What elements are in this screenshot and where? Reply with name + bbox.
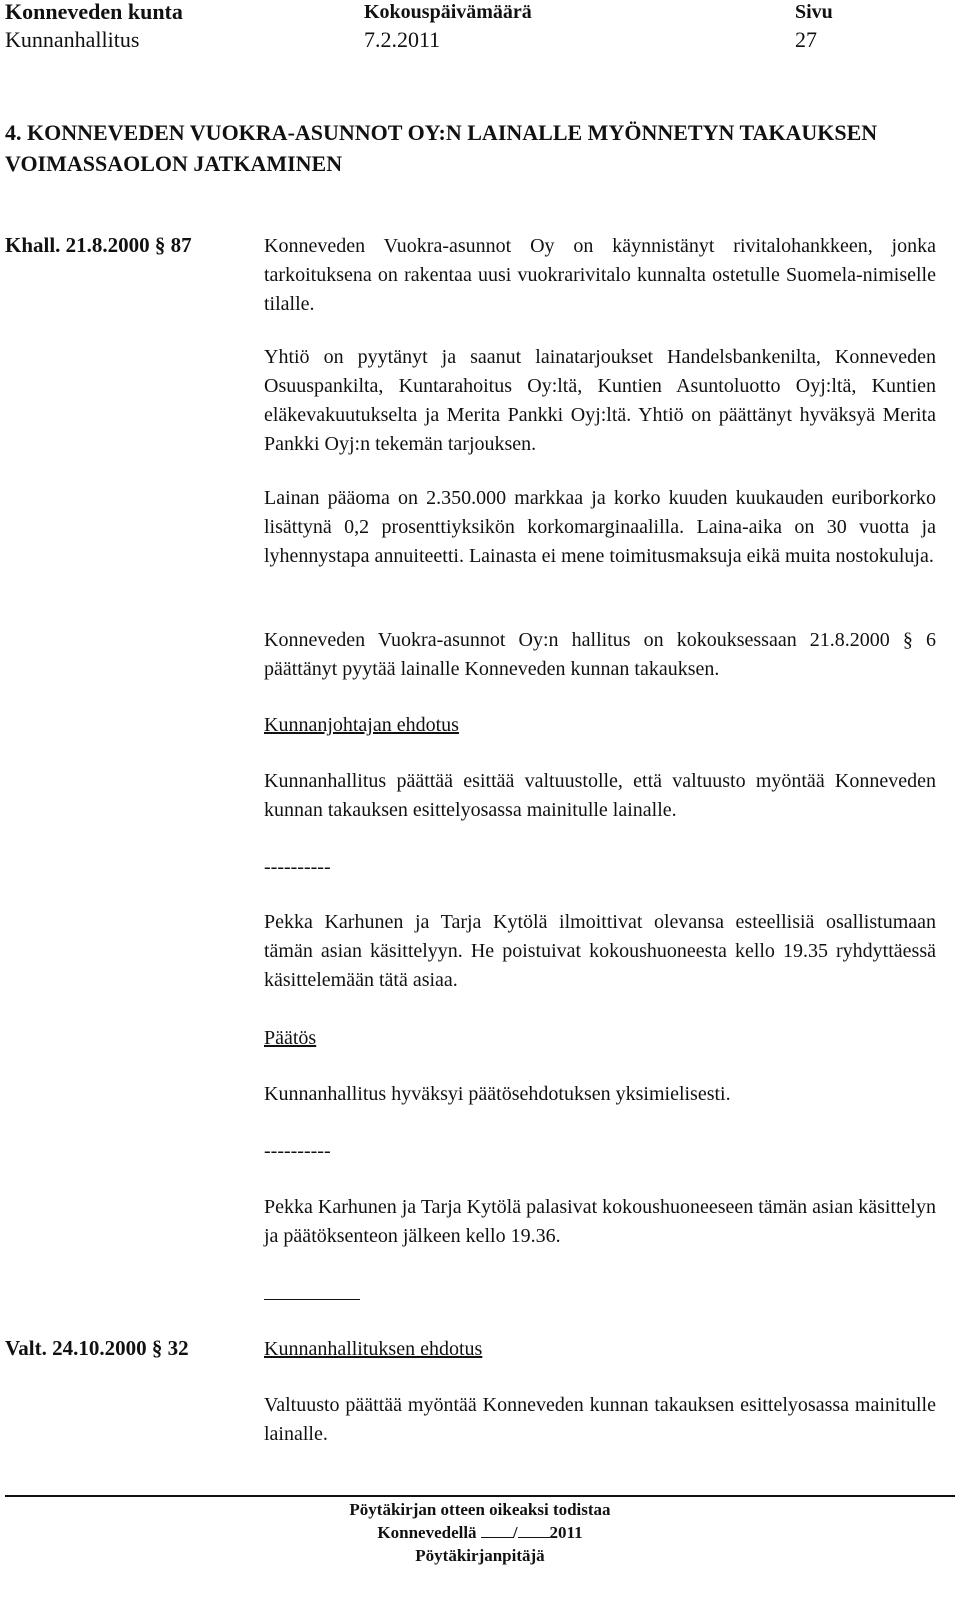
year: 2011 (549, 1523, 583, 1542)
secretary-label: Pöytäkirjanpitäjä (415, 1546, 545, 1565)
month-blank (518, 1523, 550, 1538)
date-slash: / (512, 1523, 518, 1542)
paragraph-project (264, 232, 936, 319)
body-name: Kunnanhallitus (5, 27, 140, 52)
paragraph-text: Lainan pääoma on 2.350.000 markkaa ja korko kuuden kuukauden euriborkorko lisättynä 0,2 prosenttiyksikön korkomarginaalilla. Laina-aika on 30 vuotta ja lyhennystapa annuiteetti. Lainasta ei mene toimitusmaksuja eikä muita nostokuluja. (264, 487, 936, 567)
certification-line: Pöytäkirjan otteen oikeaksi todistaa (349, 1500, 611, 1519)
signature-line (264, 1299, 360, 1300)
page-label: Sivu (795, 1, 833, 23)
place-date-line (0, 1521, 960, 1544)
page-number: 27 (795, 27, 817, 52)
day-blank (481, 1523, 513, 1538)
board-proposal-heading: Kunnanhallituksen ehdotus (264, 1338, 483, 1360)
paragraph-text: Konneveden Vuokra-asunnot Oy:n hallitus on kokouksessaan 21.8.2000 § 6 päättänyt pyytää lainalle Konneveden kunnan takauksen. (264, 629, 936, 680)
separator: ---------- (264, 856, 331, 878)
paragraph-loan-terms (264, 484, 936, 571)
reference-council-meeting: Valt. 24.10.2000 § 32 (5, 1336, 189, 1360)
separator: ---------- (264, 1140, 331, 1162)
return-text: Pekka Karhunen ja Tarja Kytölä palasivat kokoushuoneeseen tämän asian käsittelyn ja päätöksenteon jälkeen kello 19.36. (264, 1196, 936, 1247)
paragraph-loan-offers (264, 343, 936, 459)
proposal-text: Kunnanhallitus päättää esittää valtuustolle, että valtuusto myöntää Konneveden kunnan takauksen esittelyosassa mainitulle lainalle. (264, 770, 936, 821)
disqualification-text: Pekka Karhunen ja Tarja Kytölä ilmoittivat olevansa esteellisiä osallistumaan tämän asian käsittelyyn. He poistuivat kokoushuoneesta kello 19.35 ryhdyttäessä käsittelemään tätä asiaa. (264, 911, 936, 991)
decision-heading: Päätös (264, 1027, 317, 1049)
organization-name: Konneveden kunta (5, 0, 183, 24)
council-text: Valtuusto päättää myöntää Konneveden kunnan takauksen esittelyosassa mainitulle lainalle. (264, 1394, 936, 1445)
paragraph-text: Konneveden Vuokra-asunnot Oy on käynnistänyt rivitalohankkeen, jonka tarkoituksena on rakentaa uusi vuokrarivitalo kunnalta ostetulle Suomela-nimiselle tilalle. (264, 235, 936, 315)
decision-text: Kunnanhallitus hyväksyi päätösehdotuksen yksimielisesti. (264, 1083, 731, 1105)
footer-rule (5, 1495, 955, 1497)
meeting-date-label: Kokouspäivämäärä (364, 1, 532, 23)
place: Konnevedellä (377, 1523, 477, 1542)
meeting-date: 7.2.2011 (364, 27, 441, 52)
reference-board-meeting: Khall. 21.8.2000 § 87 (5, 233, 192, 257)
proposal-heading: Kunnanjohtajan ehdotus (264, 714, 459, 736)
agenda-item-title: 4. KONNEVEDEN VUOKRA-ASUNNOT OY:N LAINALLE MYÖNNETYN TAKAUKSEN VOIMASSAOLON JATKAMINEN (5, 120, 878, 176)
paragraph-text: Yhtiö on pyytänyt ja saanut lainatarjoukset Handelsbankenilta, Konneveden Osuuspankilta, Kuntarahoitus Oy:ltä, Kuntien Asuntoluotto Oyj:ltä, Kuntien eläkevakuutukselta ja Merita Pankki Oyj:ltä. Yhtiö on päättänyt hyväksyä Merita Pankki Oyj:n tekemän tarjouksen. (264, 346, 936, 455)
paragraph-board-request (264, 626, 936, 684)
